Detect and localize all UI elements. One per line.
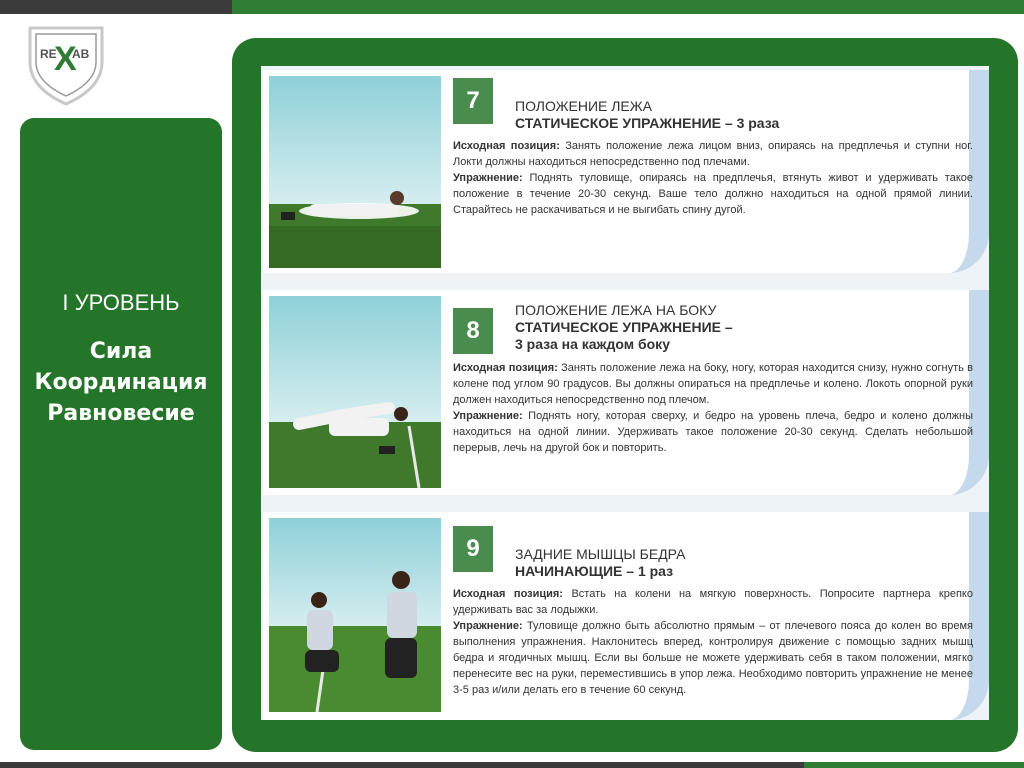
topic-strength: Сила bbox=[89, 339, 153, 364]
start-text: Занять положение лежа лицом вниз, опираясь на предплечья и ступни ног. Локти должны находиться непосредственно под плечами. bbox=[453, 140, 973, 168]
exercise-subtitle: СТАТИЧЕСКОЕ УПРАЖНЕНИЕ – bbox=[515, 319, 733, 335]
start-text: Встать на колени на мягкую поверхность. Попросите партнера крепко удерживать вас за лодыжки. bbox=[453, 588, 973, 616]
top-bar-green bbox=[232, 0, 1024, 14]
svg-text:X: X bbox=[54, 40, 77, 78]
exercise-label: Упражнение: bbox=[453, 620, 523, 632]
svg-text:AB: AB bbox=[72, 47, 90, 61]
exercise-card-8 bbox=[263, 290, 989, 495]
start-label: Исходная позиция: bbox=[453, 588, 563, 600]
start-text: Занять положение лежа на боку, ногу, которая находится снизу, нужно согнуть в колене под углом 90 градусов. Вы должны опираться на предплечье и колено. Локоть опорной руки должен находиться непосредственно под плечом. bbox=[453, 362, 974, 406]
exercise-title: ЗАДНИЕ МЫШЦЫ БЕДРА bbox=[515, 546, 686, 562]
sidebar-panel bbox=[20, 118, 222, 750]
topic-balance: Равновесие bbox=[47, 401, 195, 426]
topics-list bbox=[20, 336, 222, 429]
exercise-label: Упражнение: bbox=[453, 410, 523, 422]
exercise-description bbox=[453, 586, 973, 698]
bottom-bar-green bbox=[804, 762, 1024, 768]
exercise-description bbox=[453, 360, 973, 456]
exercise-title: ПОЛОЖЕНИЕ ЛЕЖА bbox=[515, 98, 653, 114]
svg-text:RE: RE bbox=[40, 47, 57, 61]
hamstring-photo bbox=[269, 518, 441, 712]
exercise-subtitle-line2: 3 раза на каждом боку bbox=[515, 336, 670, 352]
topic-coordination: Координация bbox=[34, 370, 208, 395]
exercise-card-7 bbox=[263, 70, 989, 273]
exercise-heading bbox=[515, 98, 975, 132]
exercise-number: 8 bbox=[453, 308, 493, 354]
exercise-number: 7 bbox=[453, 78, 493, 124]
bottom-bar-dark bbox=[0, 762, 804, 768]
level-title: I УРОВЕНЬ bbox=[62, 290, 180, 315]
exercise-subtitle: НАЧИНАЮЩИЕ – 1 раз bbox=[515, 563, 674, 579]
exercise-text: Туловище должно быть абсолютно прямым – от плечевого пояса до колен во время выполнения упражнения. Наклонитесь вперед, контролируя движение с помощью задних мышц бедра и ягодичных мышц. Если вы больше не можете удерживать себя в таком положении, мягко перенесите вес на руки, переместившись в упор лежа. Необходимо повторить упражнение не менее 3-5 раз и/или делать его в течение 60 секунд. bbox=[453, 620, 973, 696]
exercise-description bbox=[453, 138, 973, 218]
start-label: Исходная позиция: bbox=[453, 140, 560, 152]
exercise-number: 9 bbox=[453, 526, 493, 572]
exercise-text: Поднять ногу, которая сверху, и бедро на уровень плеча, бедро и колено должны находиться на одной линии. Удерживать такое положение 20-30 секунд. Сделать небольшой перерыв, лечь на другой бок и повторить. bbox=[453, 410, 973, 454]
start-label: Исходная позиция: bbox=[453, 362, 558, 374]
exercise-title: ПОЛОЖЕНИЕ ЛЕЖА НА БОКУ bbox=[515, 302, 717, 318]
exercise-heading bbox=[515, 302, 975, 353]
exercise-label: Упражнение: bbox=[453, 172, 523, 184]
exercise-subtitle: СТАТИЧЕСКОЕ УПРАЖНЕНИЕ – 3 раза bbox=[515, 115, 780, 131]
exercise-heading bbox=[515, 546, 975, 580]
top-bar-dark bbox=[0, 0, 232, 14]
rexab-logo bbox=[22, 22, 110, 106]
exercise-text: Поднять туловище, опираясь на предплечья, втянуть живот и удерживать такое положение в течение 20-30 секунд. Ваше тело должно находиться на одной прямой линии. Старайтесь не раскачиваться и не выгибать спину дугой. bbox=[453, 172, 973, 216]
side-plank-photo bbox=[269, 296, 441, 488]
exercise-card-9 bbox=[263, 512, 989, 720]
plank-photo bbox=[269, 76, 441, 268]
